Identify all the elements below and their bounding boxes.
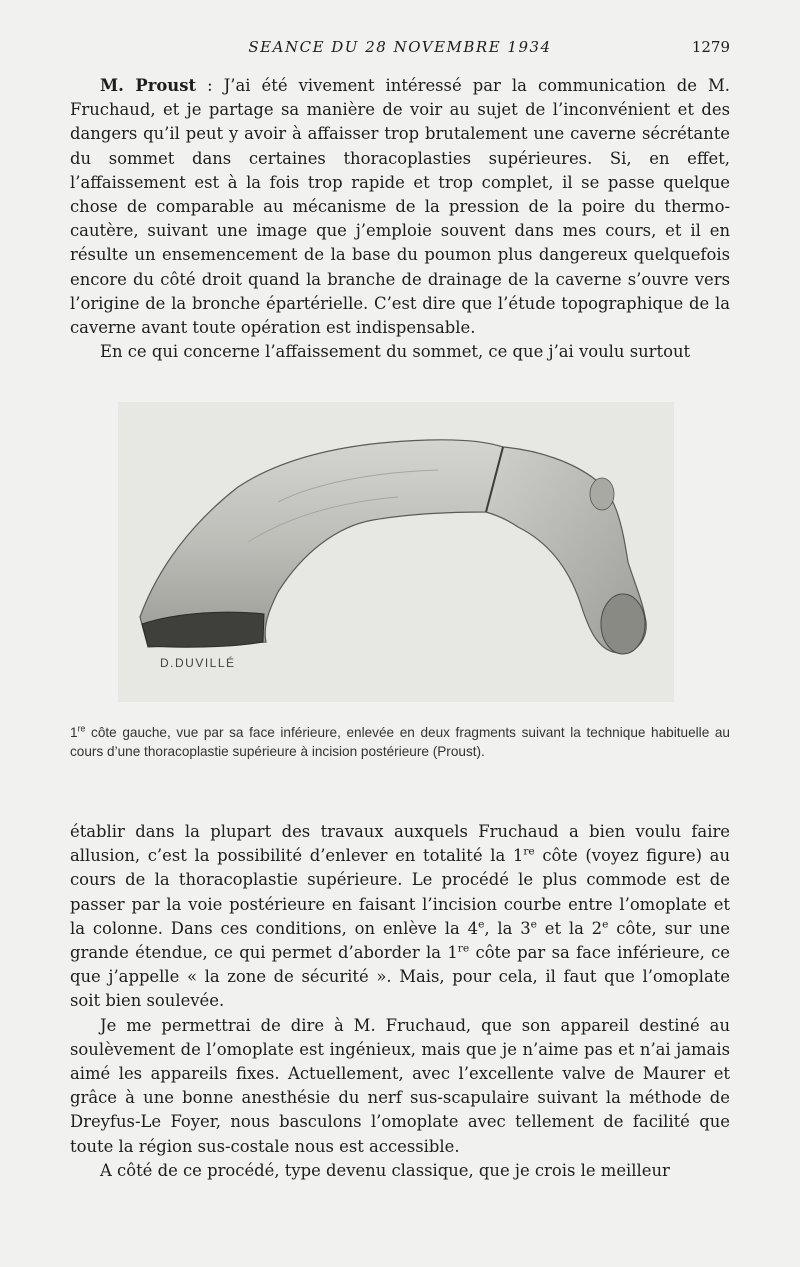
caption-ordinal-suffix: re	[77, 723, 86, 734]
superscript: e	[478, 917, 485, 931]
text-run: côte par sa face inférieure, ce que j’appelle « la zone de sécurité ». Mais, pour cela, il faut que l’omoplate soit bien soulevée.	[70, 943, 730, 1011]
paragraph-proust-intro	[70, 74, 730, 340]
text-run: côte (voyez figure) au cours de la thoracoplastie supérieure. Le procédé le plus commode est de passer par la voie postérieure en faisant l’incision courbe entre l’omoplate et la colonne. Dans ces conditions, on enlève la 4	[70, 846, 731, 938]
caption-text: côte gauche, vue par sa face inférieure, enlevée en deux fragments suivant la technique habituelle au cours d’une thoracoplastie supérieure à incision postérieure (Proust).	[70, 725, 730, 759]
text-run: côte, sur une grande étendue, ce qui permet d’aborder la 1	[70, 918, 730, 963]
paragraph-classic-method: A côté de ce procédé, type devenu classique, que je crois le meilleur	[100, 1160, 670, 1180]
speaker-name: M. Proust	[100, 76, 197, 95]
superscript: re	[457, 941, 470, 955]
running-title: SEANCE DU 28 NOVEMBRE 1934	[248, 38, 552, 56]
running-header	[70, 38, 730, 58]
superscript: e	[530, 917, 537, 931]
text-run: et la 2	[536, 918, 603, 938]
text-run: établir dans la plupart des travaux auxquels Fruchaud a bien voulu faire allusion, c’est la possibilité d’enlever en totalité la 1	[70, 822, 730, 866]
illustrator-signature: D.DUVILLÉ	[160, 656, 236, 670]
caption-ordinal: 1	[70, 725, 78, 740]
figure-caption	[70, 724, 730, 761]
rib-illustration	[118, 402, 674, 702]
text-run: , la 3	[484, 918, 531, 938]
rib-tubercle	[590, 478, 614, 510]
paragraph-summit: En ce qui concerne l’affaissement du sommet, ce que j’ai voulu surtout	[100, 342, 691, 362]
text-block-top	[70, 74, 730, 364]
superscript: re	[523, 844, 535, 858]
superscript: e	[602, 917, 609, 931]
paragraph-omoplate: Je me permettrai de dire à M. Fruchaud, que son appareil destiné au soulèvement de l’omoplate est ingénieux, mais que je n’aime pas et n’ai jamais aimé les appareils fixes. Actuellement, avec l’excellente valve de Maurer et grâce à une bonne anesthésie du nerf sus-scapulaire suivant la méthode de Dreyfus-Le Foyer, nous basculons l’omoplate avec tellement de facilité que toute la région sus-costale nous est accessible.	[70, 1015, 730, 1156]
text-block-bottom	[70, 820, 730, 1183]
rib-drawing	[118, 402, 674, 702]
paragraph-first-rib	[70, 820, 730, 1014]
rib-head	[601, 594, 645, 654]
page-number: 1279	[691, 38, 730, 56]
paragraph-text: : J’ai été vivement intéressé par la communication de M. Fruchaud, et je partage sa manière de voir au sujet de l’inconvénient et des dangers qu’il peut y avoir à affaisser trop brutalement une caverne sécrétante du sommet dans certaines thoracoplasties supérieures. Si, en effet, l’affaissement est à la fois trop rapide et trop complet, il se passe quelque chose de comparable au mécanisme de la pression de la poire du thermo-cautère, suivant une image que j’emploie souvent dans mes cours, et il en résulte un ensemencement de la base du poumon plus dangereux quelquefois encore du côté droit quand la branche de drainage de la caverne s’ouvre vers l’origine de la bronche épartérielle. C’est dire que l’étude topographique de la caverne avant toute opération est indispensable.	[70, 76, 730, 338]
